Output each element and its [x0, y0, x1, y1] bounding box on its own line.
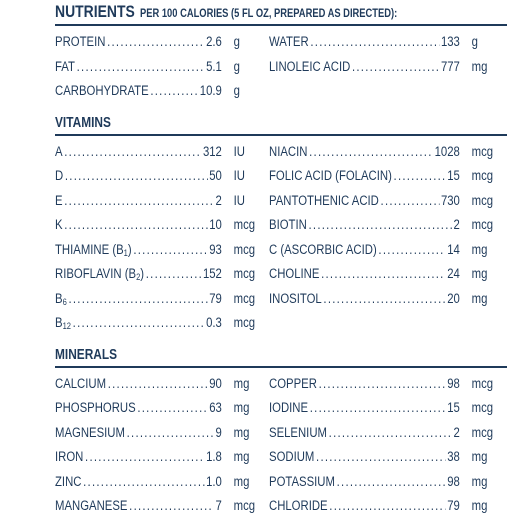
nutrient-value: 1028: [434, 143, 460, 159]
nutrient-value: 20: [447, 290, 460, 306]
nutrient-value: 730: [440, 192, 460, 208]
nutrient-value: 93: [209, 241, 222, 257]
nutrient-unit: mcg: [471, 143, 494, 159]
nutrient-row: [269, 400, 507, 425]
leader-dots: [64, 217, 207, 232]
nutrient-label: LINOLEIC ACID: [269, 58, 351, 74]
nutrient-value: 10: [209, 217, 222, 232]
nutrient-row: [269, 376, 507, 401]
leader-dots: [394, 168, 446, 183]
nutrient-row: [55, 144, 269, 169]
nutrient-row: [55, 34, 269, 59]
nutrient-cell: [55, 425, 269, 440]
nutrient-cell: [55, 193, 269, 208]
nutrient-value: 79: [209, 290, 222, 306]
nutrient-row: [55, 217, 269, 242]
nutrient-cell: [269, 266, 507, 281]
nutrient-unit: mg: [471, 449, 488, 464]
nutrient-cell: [55, 217, 269, 232]
nutrient-cell: [55, 315, 269, 331]
nutrient-cell: [269, 400, 507, 415]
nutrient-label: MANGANESE: [55, 498, 128, 513]
nutrient-value: 10.9: [199, 83, 222, 98]
leader-dots: [107, 34, 204, 49]
nutrients-subtitle: PER 100 CALORIES (5 FL OZ, PREPARED AS DIRECTED):: [140, 6, 398, 20]
nutrient-row: [269, 168, 507, 193]
nutrient-cell: [55, 242, 269, 258]
nutrient-row: [269, 217, 507, 242]
nutrient-row: [269, 291, 507, 316]
leader-dots: [85, 449, 204, 464]
leader-dots: [308, 217, 451, 232]
nutrient-unit: g: [233, 83, 240, 98]
nutrient-value: 0.3: [206, 315, 222, 330]
nutrient-row: [55, 59, 269, 84]
nutrient-cell: [269, 144, 507, 159]
nutrient-row: [55, 168, 269, 193]
vitamins-title: VITAMINS: [55, 114, 111, 131]
nutrient-unit: mg: [471, 498, 488, 513]
nutrient-label: A: [55, 143, 63, 159]
nutrient-cell: [55, 83, 269, 98]
nutrient-value: 152: [202, 266, 222, 281]
nutrient-cell: [55, 291, 269, 307]
nutrient-row: [269, 193, 507, 218]
nutrient-unit: mg: [233, 473, 250, 489]
nutrient-row: [269, 144, 507, 169]
nutrient-cell: [55, 34, 269, 49]
nutrient-unit: g: [471, 34, 478, 49]
nutrient-label: WATER: [269, 34, 309, 49]
nutrient-cell: [269, 425, 507, 440]
nutrient-cell: [55, 59, 269, 74]
minerals-title: MINERALS: [55, 346, 118, 363]
leader-dots: [65, 168, 208, 183]
nutrient-label: COPPER: [269, 375, 317, 391]
nutrient-unit: mcg: [233, 315, 256, 330]
nutrient-cell: [269, 498, 507, 513]
nutrient-row: [269, 59, 507, 84]
nutrient-label: NIACIN: [269, 143, 308, 159]
nutrient-row: [55, 266, 269, 291]
nutrient-row: [55, 291, 269, 316]
nutrient-subscript: 1: [123, 247, 128, 258]
nutrient-cell: [55, 144, 269, 159]
nutrient-value: 15: [447, 168, 460, 183]
nutrient-label: THIAMINE $(B_1)$: [55, 241, 132, 258]
nutrient-unit: mcg: [233, 241, 256, 257]
nutrient-label: $B_6$: [55, 290, 67, 307]
nutrient-subscript: 6: [62, 296, 67, 307]
leader-dots: [329, 498, 445, 513]
nutrient-unit: IU: [233, 168, 245, 183]
nutrient-value: 15: [447, 400, 460, 415]
nutrient-unit: IU: [233, 192, 245, 208]
nutrient-unit: mg: [233, 424, 250, 440]
leader-dots: [64, 144, 201, 159]
leader-dots: [337, 474, 446, 489]
leader-dots: [150, 83, 198, 98]
nutrient-label: FOLIC ACID (FOLACIN): [269, 168, 392, 183]
nutrient-unit: mcg: [471, 375, 494, 391]
nutrients-table: [55, 26, 507, 108]
nutrient-row: [269, 242, 507, 267]
nutrient-value: 50: [209, 168, 222, 183]
nutrient-subscript: 2: [136, 272, 141, 282]
nutrient-row: [269, 83, 507, 108]
leader-dots: [310, 34, 439, 49]
vitamins-table: [55, 136, 507, 340]
nutrient-cell: [269, 242, 507, 257]
nutrient-cell: [269, 217, 507, 232]
minerals-table: [55, 368, 507, 523]
nutrients-title: NUTRIENTS: [55, 2, 135, 21]
leader-dots: [321, 266, 445, 281]
nutrient-value: 90: [209, 375, 222, 391]
nutrient-unit: mg: [233, 449, 250, 464]
nutrient-label: E: [55, 192, 63, 208]
nutrient-label: FAT: [55, 58, 75, 74]
nutrient-cell: [269, 193, 507, 208]
nutrient-row: [269, 425, 507, 450]
nutrient-label: SELENIUM: [269, 424, 327, 440]
nutrient-row: [55, 376, 269, 401]
nutrient-row: [55, 193, 269, 218]
nutrient-value: 1.0: [206, 473, 222, 489]
nutrient-subscript: 12: [62, 321, 71, 331]
nutrient-value: 98: [447, 375, 460, 391]
nutrient-unit: mg: [471, 241, 488, 257]
nutrient-row: [55, 242, 269, 267]
nutrient-unit: g: [233, 58, 240, 74]
nutrient-label: IRON: [55, 449, 84, 464]
nutrient-unit: mcg: [471, 168, 494, 183]
leader-dots: [381, 193, 440, 208]
nutrient-label: BIOTIN: [269, 217, 307, 232]
nutrient-value: 24: [447, 266, 460, 281]
nutrient-cell: [269, 59, 507, 74]
leader-dots: [310, 400, 446, 415]
nutrients-header: [55, 0, 507, 26]
nutrient-cell: [55, 266, 269, 282]
nutrient-unit: mg: [471, 58, 488, 74]
nutrient-unit: IU: [233, 143, 245, 159]
nutrient-cell: [55, 168, 269, 183]
nutrient-label: POTASSIUM: [269, 473, 335, 489]
nutrient-value: 79: [447, 498, 460, 513]
nutrient-label: C (ASCORBIC ACID): [269, 241, 377, 257]
nutrient-unit: mcg: [471, 217, 494, 232]
nutrient-row: [269, 498, 507, 523]
minerals-header: [55, 344, 507, 368]
leader-dots: [316, 449, 446, 464]
nutrient-cell: [55, 376, 269, 391]
nutrient-row: [269, 34, 507, 59]
nutrient-value: 38: [447, 449, 460, 464]
nutrient-cell: [269, 449, 507, 464]
nutrient-row: [55, 83, 269, 108]
nutrient-value: 9: [215, 424, 222, 440]
nutrient-label: INOSITOL: [269, 290, 322, 306]
nutrient-unit: mg: [471, 473, 488, 489]
nutrient-label: K: [55, 217, 63, 232]
leader-dots: [309, 144, 433, 159]
nutrient-row: [269, 449, 507, 474]
leader-dots: [129, 498, 214, 513]
nutrient-unit: mg: [233, 400, 250, 415]
leader-dots: [352, 59, 439, 74]
nutrient-unit: mcg: [233, 498, 256, 513]
leader-dots: [329, 425, 452, 440]
nutrient-label: RIBOFLAVIN $(B_2)$: [55, 266, 145, 282]
nutrient-value: 2: [215, 192, 222, 208]
nutrient-label: CHLORIDE: [269, 498, 328, 513]
nutrient-unit: mcg: [233, 266, 256, 281]
nutrient-value: 98: [447, 473, 460, 489]
nutrient-label: IODINE: [269, 400, 309, 415]
nutrient-label: MAGNESIUM: [55, 424, 125, 440]
nutrient-value: 133: [440, 34, 460, 49]
nutrient-value: 777: [440, 58, 460, 74]
nutrient-cell: [269, 474, 507, 489]
nutrient-label: SODIUM: [269, 449, 315, 464]
leader-dots: [133, 242, 207, 257]
nutrient-row: [55, 400, 269, 425]
nutrient-cell: [55, 400, 269, 415]
nutrient-row: [55, 474, 269, 499]
nutrient-cell: [55, 498, 269, 513]
nutrient-label: CARBOHYDRATE: [55, 83, 149, 98]
nutrient-row: [55, 498, 269, 523]
leader-dots: [83, 474, 204, 489]
leader-dots: [73, 315, 205, 330]
nutrient-label: PHOSPHORUS: [55, 400, 136, 415]
nutrient-label: PANTOTHENIC ACID: [269, 192, 379, 208]
leader-dots: [64, 193, 214, 208]
nutrient-cell: [55, 449, 269, 464]
leader-dots: [378, 242, 445, 257]
leader-dots: [319, 376, 446, 391]
nutrient-unit: mg: [233, 375, 250, 391]
nutrient-unit: mg: [471, 290, 488, 306]
nutrient-value: 7: [215, 498, 222, 513]
nutrient-row: [55, 449, 269, 474]
nutrient-label: D: [55, 168, 64, 183]
nutrient-cell: [269, 168, 507, 183]
nutrient-value: 63: [209, 400, 222, 415]
vitamins-header: [55, 112, 507, 136]
nutrient-label: CHOLINE: [269, 266, 320, 281]
nutrient-unit: mcg: [233, 290, 256, 306]
nutrient-value: 14: [447, 241, 460, 257]
nutrient-unit: mcg: [471, 400, 494, 415]
nutrient-unit: mcg: [471, 424, 494, 440]
nutrient-value: 1.8: [206, 449, 222, 464]
nutrient-row: [55, 315, 269, 340]
leader-dots: [77, 59, 205, 74]
nutrient-value: 312: [202, 143, 222, 159]
nutrient-value: 2: [453, 217, 460, 232]
nutrient-unit: mg: [471, 266, 488, 281]
leader-dots: [137, 400, 207, 415]
nutrient-value: 2.6: [206, 34, 222, 49]
nutrient-row: [55, 425, 269, 450]
nutrient-value: 5.1: [206, 58, 222, 74]
leader-dots: [108, 376, 208, 391]
nutrient-label: PROTEIN: [55, 34, 106, 49]
nutrient-unit: mcg: [233, 217, 256, 232]
nutrient-value: 2: [453, 424, 460, 440]
nutrient-unit: mcg: [471, 192, 494, 208]
nutrient-label: $B_{12}$: [55, 315, 71, 331]
nutrient-cell: [55, 474, 269, 489]
leader-dots: [323, 291, 445, 306]
nutrient-unit: g: [233, 34, 240, 49]
nutrient-label: ZINC: [55, 473, 82, 489]
leader-dots: [68, 291, 207, 306]
leader-dots: [127, 425, 214, 440]
nutrient-cell: [269, 291, 507, 306]
nutrient-cell: [269, 34, 507, 49]
nutrient-row: [269, 266, 507, 291]
nutrient-cell: [269, 376, 507, 391]
nutrient-row: [269, 315, 507, 340]
leader-dots: [146, 266, 202, 281]
nutrient-label: CALCIUM: [55, 375, 107, 391]
nutrient-row: [269, 474, 507, 499]
